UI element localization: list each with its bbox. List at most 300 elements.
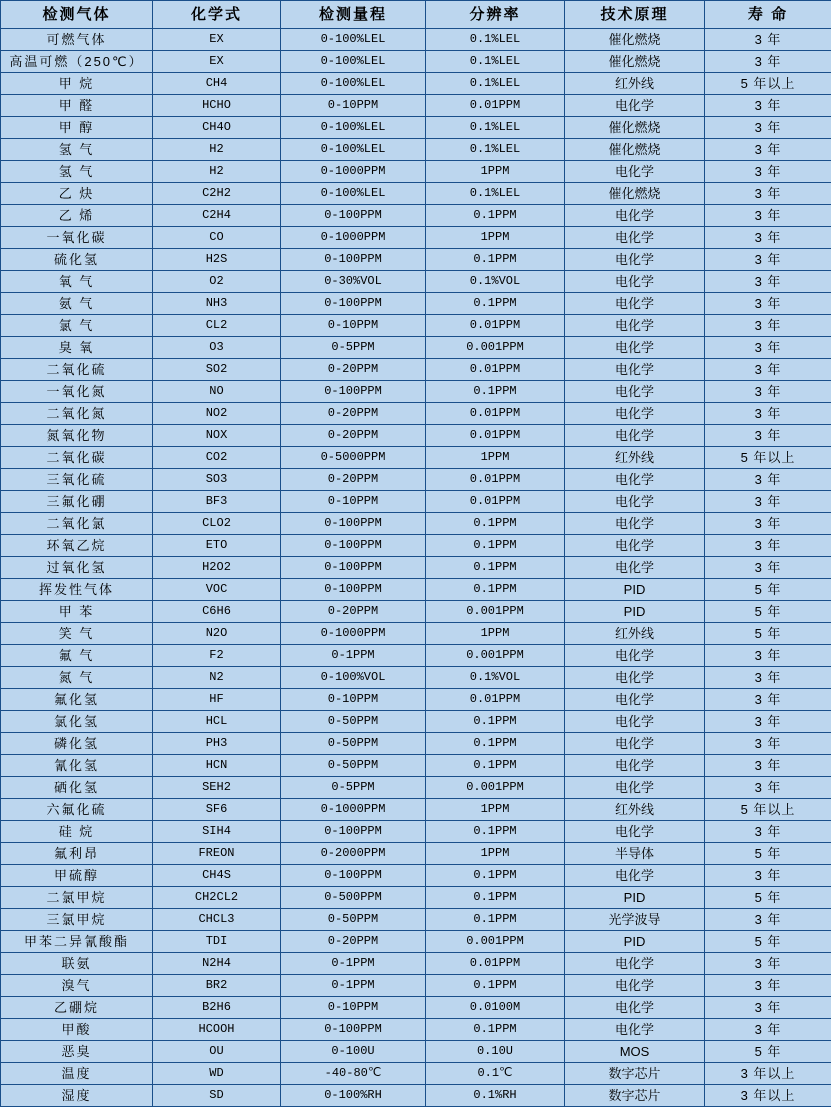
cell-gas: 溴气	[1, 975, 153, 997]
cell-formula: SEH2	[153, 777, 281, 799]
table-row	[1, 1085, 831, 1107]
cell-range: 0-100%LEL	[281, 139, 426, 161]
cell-range: 0-30%VOL	[281, 271, 426, 293]
cell-gas: 二氧化氯	[1, 513, 153, 535]
cell-lifetime: 5 年	[705, 1041, 831, 1063]
cell-lifetime: 5 年以上	[705, 447, 831, 469]
cell-gas: 二氧化硫	[1, 359, 153, 381]
cell-resolution: 0.01PPM	[426, 469, 565, 491]
cell-lifetime: 5 年	[705, 931, 831, 953]
cell-resolution: 0.1PPM	[426, 909, 565, 931]
cell-range: 0-10PPM	[281, 491, 426, 513]
cell-lifetime: 3 年	[705, 535, 831, 557]
cell-range: 0-1PPM	[281, 645, 426, 667]
cell-gas: 硅 烷	[1, 821, 153, 843]
cell-formula: CH2CL2	[153, 887, 281, 909]
cell-lifetime: 3 年	[705, 403, 831, 425]
cell-principle: 电化学	[565, 997, 705, 1019]
cell-range: 0-100PPM	[281, 1019, 426, 1041]
cell-gas: 二氧化氮	[1, 403, 153, 425]
cell-gas: 湿度	[1, 1085, 153, 1107]
table-row	[1, 183, 831, 205]
cell-principle: PID	[565, 601, 705, 623]
cell-gas: 笑 气	[1, 623, 153, 645]
cell-gas: 乙硼烷	[1, 997, 153, 1019]
cell-formula: HCL	[153, 711, 281, 733]
cell-formula: O2	[153, 271, 281, 293]
cell-lifetime: 3 年	[705, 777, 831, 799]
table-row	[1, 909, 831, 931]
table-row	[1, 843, 831, 865]
cell-gas: 臭 氧	[1, 337, 153, 359]
cell-principle: 红外线	[565, 623, 705, 645]
cell-resolution: 0.1%RH	[426, 1085, 565, 1107]
cell-range: 0-100PPM	[281, 249, 426, 271]
cell-principle: 电化学	[565, 271, 705, 293]
cell-gas: 氮 气	[1, 667, 153, 689]
table-row	[1, 799, 831, 821]
cell-formula: EX	[153, 29, 281, 51]
column-header-principle: 技术原理	[565, 1, 705, 29]
cell-range: 0-1PPM	[281, 975, 426, 997]
cell-gas: 氟 气	[1, 645, 153, 667]
cell-resolution: 0.0100M	[426, 997, 565, 1019]
cell-resolution: 0.01PPM	[426, 491, 565, 513]
cell-principle: 电化学	[565, 315, 705, 337]
cell-formula: N2	[153, 667, 281, 689]
table-row	[1, 227, 831, 249]
cell-gas: 氰化氢	[1, 755, 153, 777]
cell-range: 0-1000PPM	[281, 623, 426, 645]
cell-formula: CLO2	[153, 513, 281, 535]
cell-lifetime: 3 年	[705, 51, 831, 73]
cell-resolution: 1PPM	[426, 161, 565, 183]
table-row	[1, 1019, 831, 1041]
cell-principle: 电化学	[565, 821, 705, 843]
table-row	[1, 645, 831, 667]
cell-resolution: 0.1%LEL	[426, 183, 565, 205]
cell-formula: HCOOH	[153, 1019, 281, 1041]
cell-principle: 电化学	[565, 711, 705, 733]
cell-lifetime: 3 年	[705, 29, 831, 51]
cell-range: 0-100PPM	[281, 293, 426, 315]
cell-range: 0-50PPM	[281, 755, 426, 777]
cell-principle: 催化燃烧	[565, 117, 705, 139]
cell-lifetime: 5 年以上	[705, 73, 831, 95]
cell-gas: 高温可燃（250℃）	[1, 51, 153, 73]
cell-resolution: 0.1PPM	[426, 733, 565, 755]
cell-resolution: 0.1℃	[426, 1063, 565, 1085]
cell-formula: BF3	[153, 491, 281, 513]
cell-principle: PID	[565, 579, 705, 601]
table-row	[1, 249, 831, 271]
cell-formula: FREON	[153, 843, 281, 865]
table-row	[1, 1063, 831, 1085]
cell-principle: 电化学	[565, 865, 705, 887]
cell-principle: 电化学	[565, 403, 705, 425]
cell-principle: 电化学	[565, 513, 705, 535]
cell-gas: 过氧化氢	[1, 557, 153, 579]
cell-resolution: 0.1PPM	[426, 293, 565, 315]
cell-resolution: 0.01PPM	[426, 315, 565, 337]
table-row	[1, 887, 831, 909]
cell-gas: 硒化氢	[1, 777, 153, 799]
cell-gas: 三氯甲烷	[1, 909, 153, 931]
cell-resolution: 0.1PPM	[426, 1019, 565, 1041]
cell-formula: EX	[153, 51, 281, 73]
cell-lifetime: 3 年	[705, 953, 831, 975]
cell-formula: SO2	[153, 359, 281, 381]
cell-principle: 电化学	[565, 205, 705, 227]
table-row	[1, 491, 831, 513]
cell-range: 0-5000PPM	[281, 447, 426, 469]
cell-lifetime: 3 年	[705, 425, 831, 447]
cell-lifetime: 3 年	[705, 909, 831, 931]
table-row	[1, 953, 831, 975]
cell-range: 0-100%LEL	[281, 183, 426, 205]
cell-resolution: 1PPM	[426, 799, 565, 821]
cell-lifetime: 5 年	[705, 601, 831, 623]
cell-principle: 数字芯片	[565, 1063, 705, 1085]
table-row	[1, 139, 831, 161]
cell-resolution: 0.1PPM	[426, 381, 565, 403]
cell-gas: 恶臭	[1, 1041, 153, 1063]
table-row	[1, 755, 831, 777]
table-row	[1, 579, 831, 601]
cell-principle: 电化学	[565, 227, 705, 249]
cell-lifetime: 3 年	[705, 271, 831, 293]
cell-gas: 环氧乙烷	[1, 535, 153, 557]
cell-range: 0-1PPM	[281, 953, 426, 975]
cell-lifetime: 3 年	[705, 513, 831, 535]
cell-formula: HCN	[153, 755, 281, 777]
cell-lifetime: 3 年	[705, 1019, 831, 1041]
cell-resolution: 1PPM	[426, 623, 565, 645]
cell-resolution: 0.1PPM	[426, 975, 565, 997]
cell-resolution: 0.1PPM	[426, 887, 565, 909]
cell-resolution: 0.1PPM	[426, 535, 565, 557]
cell-principle: 电化学	[565, 337, 705, 359]
cell-resolution: 0.1PPM	[426, 579, 565, 601]
cell-formula: CH4	[153, 73, 281, 95]
column-header-formula: 化学式	[153, 1, 281, 29]
table-row	[1, 777, 831, 799]
cell-gas: 甲 烷	[1, 73, 153, 95]
cell-resolution: 0.01PPM	[426, 403, 565, 425]
cell-principle: 电化学	[565, 249, 705, 271]
cell-formula: O3	[153, 337, 281, 359]
cell-range: 0-100%RH	[281, 1085, 426, 1107]
cell-formula: SIH4	[153, 821, 281, 843]
cell-gas: 硫化氢	[1, 249, 153, 271]
cell-principle: 电化学	[565, 293, 705, 315]
column-header-resolution: 分辨率	[426, 1, 565, 29]
cell-principle: 催化燃烧	[565, 139, 705, 161]
cell-gas: 一氧化氮	[1, 381, 153, 403]
cell-resolution: 0.001PPM	[426, 645, 565, 667]
cell-principle: 电化学	[565, 381, 705, 403]
cell-range: 0-100U	[281, 1041, 426, 1063]
cell-range: 0-20PPM	[281, 469, 426, 491]
cell-gas: 挥发性气体	[1, 579, 153, 601]
cell-resolution: 0.1%LEL	[426, 51, 565, 73]
cell-range: 0-100PPM	[281, 865, 426, 887]
cell-gas: 氢 气	[1, 161, 153, 183]
table-row	[1, 667, 831, 689]
table-row	[1, 161, 831, 183]
cell-principle: 数字芯片	[565, 1085, 705, 1107]
cell-principle: 电化学	[565, 535, 705, 557]
table-row	[1, 821, 831, 843]
cell-gas: 氨 气	[1, 293, 153, 315]
cell-lifetime: 3 年	[705, 95, 831, 117]
column-header-range: 检测量程	[281, 1, 426, 29]
cell-range: 0-1000PPM	[281, 227, 426, 249]
cell-gas: 甲 苯	[1, 601, 153, 623]
cell-resolution: 0.001PPM	[426, 601, 565, 623]
cell-resolution: 0.001PPM	[426, 337, 565, 359]
column-header-lifetime: 寿 命	[705, 1, 831, 29]
table-row	[1, 403, 831, 425]
table-row	[1, 293, 831, 315]
cell-range: -40-80℃	[281, 1063, 426, 1085]
cell-resolution: 0.01PPM	[426, 425, 565, 447]
table-row	[1, 931, 831, 953]
cell-lifetime: 3 年	[705, 755, 831, 777]
cell-lifetime: 3 年	[705, 227, 831, 249]
cell-resolution: 0.001PPM	[426, 777, 565, 799]
cell-principle: 电化学	[565, 777, 705, 799]
cell-formula: OU	[153, 1041, 281, 1063]
cell-gas: 二氯甲烷	[1, 887, 153, 909]
cell-formula: NO	[153, 381, 281, 403]
cell-formula: NH3	[153, 293, 281, 315]
cell-principle: 电化学	[565, 953, 705, 975]
cell-range: 0-100PPM	[281, 513, 426, 535]
cell-formula: H2	[153, 161, 281, 183]
cell-formula: BR2	[153, 975, 281, 997]
cell-principle: 电化学	[565, 557, 705, 579]
cell-formula: HCHO	[153, 95, 281, 117]
cell-lifetime: 3 年	[705, 821, 831, 843]
cell-range: 0-100PPM	[281, 205, 426, 227]
cell-principle: 电化学	[565, 667, 705, 689]
cell-range: 0-100%LEL	[281, 29, 426, 51]
cell-principle: 电化学	[565, 95, 705, 117]
cell-principle: 电化学	[565, 161, 705, 183]
cell-lifetime: 3 年	[705, 975, 831, 997]
cell-range: 0-20PPM	[281, 931, 426, 953]
cell-range: 0-100PPM	[281, 381, 426, 403]
cell-lifetime: 3 年	[705, 249, 831, 271]
cell-gas: 甲 醛	[1, 95, 153, 117]
cell-range: 0-100PPM	[281, 579, 426, 601]
table-row	[1, 51, 831, 73]
cell-principle: 电化学	[565, 645, 705, 667]
cell-range: 0-5PPM	[281, 337, 426, 359]
cell-range: 0-50PPM	[281, 909, 426, 931]
cell-formula: C2H4	[153, 205, 281, 227]
cell-lifetime: 3 年	[705, 557, 831, 579]
cell-resolution: 1PPM	[426, 227, 565, 249]
table-row	[1, 29, 831, 51]
cell-formula: CH4O	[153, 117, 281, 139]
cell-formula: N2O	[153, 623, 281, 645]
cell-resolution: 0.1PPM	[426, 865, 565, 887]
table-row	[1, 425, 831, 447]
cell-resolution: 0.1%LEL	[426, 29, 565, 51]
cell-range: 0-10PPM	[281, 315, 426, 337]
cell-resolution: 0.01PPM	[426, 953, 565, 975]
cell-lifetime: 3 年以上	[705, 1063, 831, 1085]
cell-gas: 可燃气体	[1, 29, 153, 51]
cell-lifetime: 5 年	[705, 623, 831, 645]
cell-formula: H2O2	[153, 557, 281, 579]
cell-range: 0-100%LEL	[281, 51, 426, 73]
cell-lifetime: 3 年	[705, 865, 831, 887]
table-row	[1, 689, 831, 711]
cell-lifetime: 3 年	[705, 711, 831, 733]
cell-formula: HF	[153, 689, 281, 711]
cell-resolution: 0.1PPM	[426, 711, 565, 733]
cell-range: 0-10PPM	[281, 95, 426, 117]
table-row	[1, 601, 831, 623]
cell-range: 0-1000PPM	[281, 161, 426, 183]
table-row	[1, 623, 831, 645]
cell-lifetime: 3 年	[705, 139, 831, 161]
cell-formula: CHCL3	[153, 909, 281, 931]
cell-lifetime: 3 年	[705, 667, 831, 689]
cell-resolution: 0.10U	[426, 1041, 565, 1063]
cell-lifetime: 3 年	[705, 491, 831, 513]
table-row	[1, 733, 831, 755]
table-row	[1, 95, 831, 117]
cell-lifetime: 5 年	[705, 579, 831, 601]
cell-range: 0-100PPM	[281, 557, 426, 579]
cell-lifetime: 3 年	[705, 161, 831, 183]
cell-principle: 电化学	[565, 491, 705, 513]
table-row	[1, 557, 831, 579]
cell-resolution: 0.1%VOL	[426, 271, 565, 293]
table-row	[1, 469, 831, 491]
cell-formula: CO	[153, 227, 281, 249]
cell-resolution: 0.01PPM	[426, 359, 565, 381]
cell-formula: NOX	[153, 425, 281, 447]
cell-lifetime: 5 年	[705, 843, 831, 865]
cell-gas: 氟利昂	[1, 843, 153, 865]
cell-resolution: 0.1%VOL	[426, 667, 565, 689]
cell-lifetime: 3 年	[705, 183, 831, 205]
cell-gas: 氯 气	[1, 315, 153, 337]
cell-principle: PID	[565, 931, 705, 953]
table-row	[1, 975, 831, 997]
cell-principle: 电化学	[565, 469, 705, 491]
cell-lifetime: 3 年以上	[705, 1085, 831, 1107]
cell-principle: PID	[565, 887, 705, 909]
cell-resolution: 0.01PPM	[426, 95, 565, 117]
cell-range: 0-1000PPM	[281, 799, 426, 821]
cell-lifetime: 5 年	[705, 887, 831, 909]
cell-range: 0-20PPM	[281, 359, 426, 381]
cell-gas: 磷化氢	[1, 733, 153, 755]
cell-formula: N2H4	[153, 953, 281, 975]
cell-resolution: 0.1%LEL	[426, 139, 565, 161]
cell-principle: 电化学	[565, 755, 705, 777]
cell-range: 0-10PPM	[281, 997, 426, 1019]
cell-principle: 电化学	[565, 359, 705, 381]
cell-gas: 联氨	[1, 953, 153, 975]
cell-range: 0-10PPM	[281, 689, 426, 711]
cell-principle: 光学波导	[565, 909, 705, 931]
cell-formula: SD	[153, 1085, 281, 1107]
cell-range: 0-100PPM	[281, 535, 426, 557]
cell-gas: 氢 气	[1, 139, 153, 161]
cell-formula: C6H6	[153, 601, 281, 623]
cell-principle: 电化学	[565, 425, 705, 447]
table-row	[1, 315, 831, 337]
cell-gas: 氟化氢	[1, 689, 153, 711]
cell-formula: H2	[153, 139, 281, 161]
cell-formula: F2	[153, 645, 281, 667]
cell-range: 0-20PPM	[281, 425, 426, 447]
table-row	[1, 447, 831, 469]
cell-lifetime: 5 年以上	[705, 799, 831, 821]
cell-resolution: 0.1PPM	[426, 249, 565, 271]
table-row	[1, 73, 831, 95]
cell-range: 0-50PPM	[281, 733, 426, 755]
cell-gas: 氯化氢	[1, 711, 153, 733]
cell-formula: H2S	[153, 249, 281, 271]
cell-principle: 催化燃烧	[565, 29, 705, 51]
table-row	[1, 271, 831, 293]
cell-range: 0-20PPM	[281, 601, 426, 623]
table-header-row	[1, 1, 831, 29]
cell-principle: 电化学	[565, 733, 705, 755]
cell-resolution: 0.1PPM	[426, 755, 565, 777]
cell-resolution: 1PPM	[426, 447, 565, 469]
cell-gas: 氧 气	[1, 271, 153, 293]
column-header-gas: 检测气体	[1, 1, 153, 29]
cell-range: 0-100%VOL	[281, 667, 426, 689]
cell-formula: SO3	[153, 469, 281, 491]
cell-principle: 红外线	[565, 447, 705, 469]
cell-gas: 六氟化硫	[1, 799, 153, 821]
cell-principle: 电化学	[565, 975, 705, 997]
cell-lifetime: 3 年	[705, 117, 831, 139]
cell-range: 0-5PPM	[281, 777, 426, 799]
cell-lifetime: 3 年	[705, 205, 831, 227]
table-row	[1, 865, 831, 887]
cell-resolution: 0.1PPM	[426, 557, 565, 579]
cell-lifetime: 3 年	[705, 997, 831, 1019]
cell-formula: CH4S	[153, 865, 281, 887]
cell-formula: WD	[153, 1063, 281, 1085]
cell-formula: TDI	[153, 931, 281, 953]
cell-range: 0-100%LEL	[281, 73, 426, 95]
cell-gas: 乙 炔	[1, 183, 153, 205]
cell-resolution: 0.1PPM	[426, 205, 565, 227]
cell-formula: PH3	[153, 733, 281, 755]
cell-resolution: 0.1%LEL	[426, 73, 565, 95]
cell-principle: 催化燃烧	[565, 183, 705, 205]
table-row	[1, 205, 831, 227]
cell-resolution: 1PPM	[426, 843, 565, 865]
cell-formula: C2H2	[153, 183, 281, 205]
cell-resolution: 0.1PPM	[426, 513, 565, 535]
cell-gas: 甲硫醇	[1, 865, 153, 887]
cell-principle: 催化燃烧	[565, 51, 705, 73]
cell-resolution: 0.001PPM	[426, 931, 565, 953]
